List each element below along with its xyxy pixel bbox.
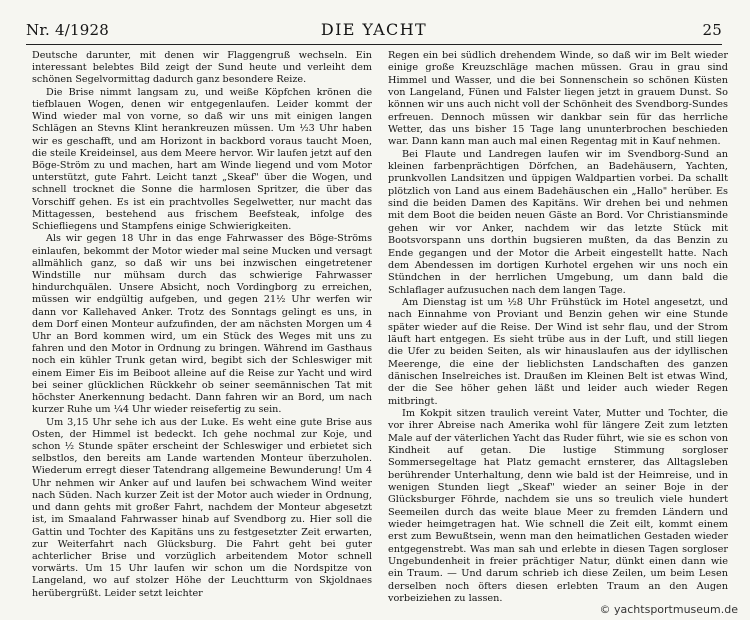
watermark: © yachtsportmuseum.de <box>599 603 738 616</box>
text-column-right <box>388 50 728 605</box>
header-rule <box>26 44 722 45</box>
paragraph: Bei Flaute und Landregen laufen wir im Svendborg-Sund an kleinen farbenprächtigen Dörfchen, an Badehäusern, Yachten, prunkvollen Landsitzen und üppigen Waldpartien vorbei. Da schallt plötzlich von Land aus einem Badehäuschen ein „Hallo" herüber. Es sind die beiden Damen des Kapitäns. Wir drehen bei und nehmen mit dem Boot die beiden neuen Gäste an Bord. Vor Christiansminde gehen wir vor Anker, nachdem wir das letzte Stück mit Bootsvorspann uns dorthin bugsieren mußten, da das Benzin zu Ende gegangen und der Motor die Arbeit eingestellt hatte. Nach dem Abendessen im dortigen Kurhotel ergehen wir uns noch ein Stündchen in der herrlichen Umgebung, um dann bald die Schlaflager aufzusuchen nach dem langen Tage. <box>388 148 728 296</box>
paragraph: Die Brise nimmt langsam zu, und weiße Köpfchen krönen die tiefblauen Wogen, denen wir entgegenlaufen. Leider kommt der Wind wieder mal von vorne, so daß wir uns mit einigen langen Schlägen an Stevns Klint herankreuzen müssen. Um ½3 Uhr haben wir es geschafft, und am Horizont in backbord voraus taucht Moen, die steile Kreideinsel, aus dem Meere hervor. Wir laufen jetzt auf den Böge-Ström zu und machen, hart am Winde liegend und vom Motor unterstützt, gute Fahrt. Leicht tanzt „Skeaf" über die Wogen, und schnell trocknet die Sonne die harmlosen Spritzer, die über das Vorschiff gehen. Es ist ein prachtvolles Segelwetter, nur macht das Mittagessen, bestehend aus frischem Beefsteak, infolge des Schiefliegens und Stampfens einige Schwierigkeiten. <box>32 86 372 233</box>
paragraph: Deutsche darunter, mit denen wir Flaggengruß wechseln. Ein interessant belebtes Bild zeigt der Sund heute und verleiht dem schönen Segelvormittag dadurch ganz besondere Reize. <box>32 50 372 86</box>
page-number: 25 <box>702 21 722 39</box>
page-header <box>26 20 722 42</box>
text-column-left <box>32 50 372 600</box>
paragraph: Als wir gegen 18 Uhr in das enge Fahrwasser des Böge-Ströms einlaufen, bekommt der Motor wieder mal seine Mucken und versagt allmählich ganz, so daß wir uns bei inzwischen eingetretener Windstille nur mühsam durch das schwierige Fahrwasser hindurchquälen. Unsere Absicht, noch Vordingborg zu erreichen, müssen wir endgültig aufgeben, und gegen 21½ Uhr werfen wir dann vor Kallehaved Anker. Trotz des Sonntags gelingt es uns, in dem Dorf einen Monteur aufzufinden, der am nächsten Morgen um 4 Uhr an Bord kommen wird, um ein Stück des Weges mit uns zu fahren und den Motor in Ordnung zu bringen. Während im Gasthaus noch ein kühler Trunk getan wird, begibt sich der Schleswiger mit einem Eimer Eis im Beiboot alleine auf die Reise zur Yacht und wird bei seiner glücklichen Rückkehr ob seiner seemännischen Tat mit höchster Anerkennung bedacht. Dann fahren wir an Bord, um nach kurzer Ruhe um ¼4 Uhr wieder reisefertig zu sein. <box>32 233 372 416</box>
paragraph: Um 3,15 Uhr sehe ich aus der Luke. Es weht eine gute Brise aus Osten, der Himmel ist bedeckt. Ich gehe nochmal zur Koje, und schon ½ Stunde später erscheint der Schleswiger und erbietet sich selbstlos, den bereits am Lande wartenden Monteur überzuholen. Wiederum erregt dieser Tatendrang allgemeine Bewunderung! Um 4 Uhr nehmen wir Anker auf und laufen bei schwachem Wind weiter nach Süden. Nach kurzer Zeit ist der Motor auch wieder in Ordnung, und dann gehts mit großer Fahrt, nachdem der Monteur abgesetzt ist, im Smaaland Fahrwasser hinab auf Svendborg zu. Hier soll die Gattin und Tochter des Kapitäns uns zu festgesetzter Zeit erwarten, zur Weiterfahrt nach Glücksburg. Die Fahrt geht bei guter achterlicher Brise und vorzüglich arbeitendem Motor schnell vorwärts. Um 15 Uhr laufen wir schon um die Nordspitze von Langeland, wo auf stolzer Höhe der Leuchtturm von Skjoldnaes herübergrüßt. Leider setzt leichter <box>32 416 372 599</box>
magazine-title: DIE YACHT <box>320 20 428 39</box>
issue-number: Nr. 4/1928 <box>26 21 109 39</box>
paragraph: Regen ein bei südlich drehendem Winde, so daß wir im Belt wieder einige große Kreuzschläge machen müssen. Grau in grau sind Himmel und Wasser, und die bei Sonnenschein so schönen Küsten von Langeland, Fünen und Falster liegen jetzt in grauem Dunst. So können wir uns auch nicht voll der Schönheit des Svendborg-Sundes erfreuen. Dennoch müssen wir dankbar sein für das herrliche Wetter, das uns bisher 15 Tage lang ununterbrochen beschieden war. Dann kann man auch mal einen Regentag mit in Kauf nehmen. <box>388 50 728 148</box>
paragraph: Im Kokpit sitzen traulich vereint Vater, Mutter und Tochter, die vor ihrer Abreise nach Amerika wohl für längere Zeit zum letzten Male auf der väterlichen Yacht das Ruder führt, wie sie es schon von Kindheit auf getan. Die lustige Stimmung sorgloser Sommersegeltage hat Platz gemacht ernsterer, das Alltagsleben berührender Unterhaltung, denn wie bald ist der Heimreise, und in wenigen Stunden liegt „Skeaf" wieder an seiner Boje in der Glücksburger Föhrde, nachdem sie uns so treulich viele hundert Seemeilen durch das weite blaue Meer zu fremden Ländern und wieder heimgetragen hat. Wie schnell die Zeit eilt, kommt einem erst zum Bewußtsein, wenn man den heimatlichen Gestaden wieder entgegenstrebt. Was man sah und erlebte in diesen Tagen sorgloser Ungebundenheit in freier prächtiger Natur, dünkt einen dann wie ein Traum. — Und darum schrieb ich diese Zeilen, um beim Lesen derselben noch öfters diesen erlebten Traum an den Augen vorbeiziehen zu lassen. <box>388 407 728 605</box>
paragraph: Am Dienstag ist um ½8 Uhr Frühstück im Hotel angesetzt, und nach Einnahme von Proviant und Benzin gehen wir eine Stunde später wieder auf die Reise. Der Wind ist sehr flau, und der Strom läuft hart entgegen. Es sieht trübe aus in der Luft, und still liegen die Ufer zu beiden Seiten, als wir hinauslaufen aus der idyllischen Meerenge, die eine der lieblichsten Landschaften des ganzen dänischen Inselreiches ist. Draußen im Kleinen Belt ist etwas Wind, der die See höher gehen läßt und leider auch wieder Regen mitbringt. <box>388 296 728 407</box>
